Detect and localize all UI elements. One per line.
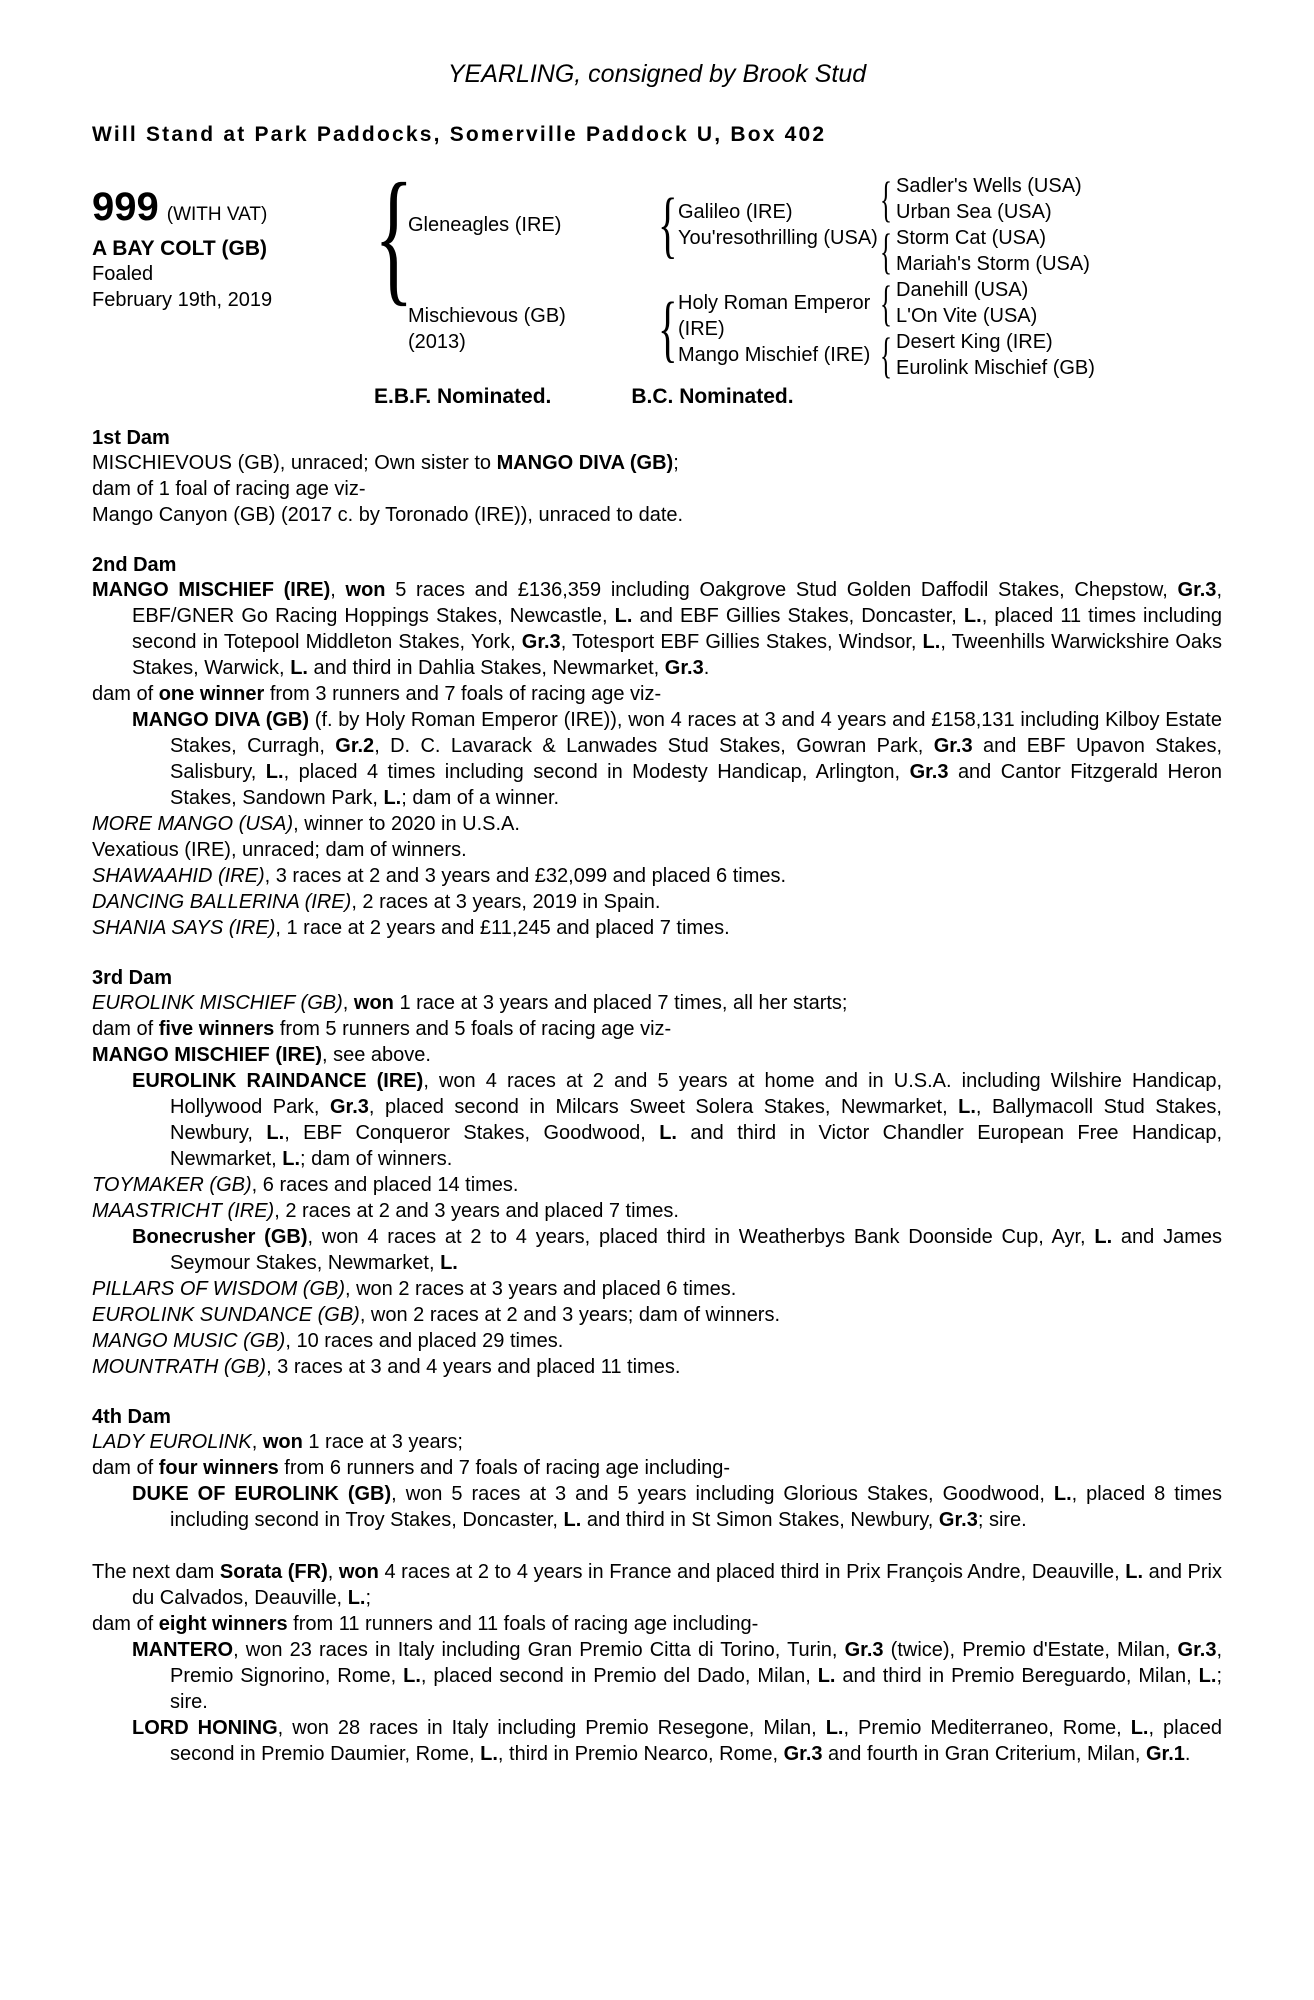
dam-year: (2013) [408, 331, 466, 353]
first-dam-text-c: ; [673, 452, 679, 474]
progeny-maastricht: MAASTRICHT (IRE), 2 races at 2 and 3 years and placed 7 times. [92, 1200, 679, 1222]
progeny-mango-diva: MANGO DIVA (GB) (f. by Holy Roman Emperor (IRE)), won 4 races at 3 and 4 years and £158,131 including Kilboy Estate Stakes, Curragh, Gr.2, D. C. Lavarack & Lanwades Stud Stakes, Gowran Park, Gr.3 and EBF Upavon Stakes, Salisbury, L., placed 4 times including second in Modesty Handicap, Arlington, Gr.3 and Cantor Fitzgerald Heron Stakes, Sandown Park, L.; dam of a winner. [132, 709, 1222, 809]
pedigree-brace-g3-2: { [880, 223, 892, 279]
progeny-toymaker: TOYMAKER (GB), 6 races and placed 14 times. [92, 1174, 519, 1196]
progeny-eurolink-raindance: EUROLINK RAINDANCE (IRE), won 4 races at 2 and 5 years at home and in U.S.A. including Wilshire Handicap, Hollywood Park, Gr.3, placed second in Milcars Sweet Solera Stakes, Newmarket, L., Ballymacoll Stud Stakes, Newbury, L., EBF Conqueror Stakes, Goodwood, L. and third in Victor Chandler European Free Handicap, Newmarket, L.; dam of winners. [132, 1070, 1223, 1170]
progeny-mango-mischief-ref: MANGO MISCHIEF (IRE), see above. [92, 1044, 431, 1066]
first-dam-text-a: MISCHIEVOUS (GB), unraced; Own sister to [92, 452, 497, 474]
next-dam-paragraph: The next dam Sorata (FR), won 4 races at 2 to 4 years in France and placed third in Prix François Andre, Deauville, L. and Prix du Calvados, Deauville, L.; [92, 1561, 1222, 1609]
sire-sire-name: Galileo (IRE) [678, 201, 793, 223]
dam-dam-name: Mango Mischief (IRE) [678, 344, 871, 366]
pedigree-brace-g3-1: { [880, 171, 892, 227]
first-dam-progeny: Mango Canyon (GB) (2017 c. by Toronado (IRE)), unraced to date. [92, 504, 684, 526]
second-dam-heading: 2nd Dam [92, 554, 177, 576]
progeny-pillars-of-wisdom: PILLARS OF WISDOM (GB), won 2 races at 3 years and placed 6 times. [92, 1278, 737, 1300]
g3-name-8: Eurolink Mischief (GB) [896, 357, 1095, 379]
g3-name-7: Desert King (IRE) [896, 331, 1053, 353]
foaled-label: Foaled [92, 263, 154, 285]
g3-name-1: Sadler's Wells (USA) [896, 175, 1082, 197]
second-dam-name: MANGO MISCHIEF (IRE) [92, 579, 331, 601]
pedigree-generation-3 [880, 173, 1180, 381]
first-dam-line-1 [92, 450, 1222, 476]
pedigree-brace-g3-3: { [880, 275, 892, 331]
g3-name-3: Storm Cat (USA) [896, 227, 1047, 249]
pedigree-brace-main: { [374, 153, 414, 319]
progeny-mantero: MANTERO, won 23 races in Italy including Gran Premio Citta di Torino, Turin, Gr.3 (twice), Premio d'Estate, Milan, Gr.3, Premio Signorino, Rome, L., placed second in Premio del Dado, Milan, L. and third in Premio Bereguardo, Milan, L.; sire. [132, 1639, 1223, 1713]
first-dam-line-2: dam of 1 foal of racing age viz- [92, 478, 366, 500]
g3-name-2: Urban Sea (USA) [896, 201, 1052, 223]
g3-name-5: Danehill (USA) [896, 279, 1029, 301]
progeny-eurolink-sundance: EUROLINK SUNDANCE (GB), won 2 races at 2 and 3 years; dam of winners. [92, 1304, 781, 1326]
g3-name-6: L'On Vite (USA) [896, 305, 1038, 327]
lot-number: 999 [92, 185, 159, 229]
pedigree-generation-1 [408, 173, 658, 381]
second-dam-won: won [345, 579, 386, 601]
mango-diva-name: MANGO DIVA (GB) [132, 709, 310, 731]
progeny-lord-honing: LORD HONING, won 28 races in Italy including Premio Resegone, Milan, L., Premio Mediterraneo, Rome, L., placed second in Premio Daumier, Rome, L., third in Premio Nearco, Rome, Gr.3 and fourth in Gran Criterium, Milan, Gr.1. [132, 1717, 1222, 1765]
next-dam-dam-of: dam of eight winners from 11 runners and 11 foals of racing age including- [92, 1613, 759, 1635]
fourth-dam-dam-of: dam of four winners from 6 runners and 7 foals of racing age including- [92, 1457, 731, 1479]
progeny-vexatious: Vexatious (IRE), unraced; dam of winners. [92, 839, 467, 861]
pedigree-chart [92, 153, 1222, 383]
fourth-dam-line: LADY EUROLINK, won 1 race at 3 years; [92, 1431, 463, 1453]
animal-description: A BAY COLT (GB) [92, 237, 268, 260]
sire-dam-name: You'resothrilling (USA) [678, 227, 878, 249]
progeny-more-mango: MORE MANGO (USA), winner to 2020 in U.S.A. [92, 813, 520, 835]
standing-notice: Will Stand at Park Paddocks, Somerville Paddock U, Box 402 [92, 123, 827, 146]
ebf-nomination: E.B.F. Nominated. [374, 385, 552, 408]
sire-name: Gleneagles (IRE) [408, 214, 562, 236]
first-dam-heading: 1st Dam [92, 427, 170, 449]
bc-nomination: B.C. Nominated. [631, 385, 794, 408]
pedigree-brace-g3-4: { [880, 327, 892, 383]
pedigree-brace-dam: { [658, 287, 678, 370]
foaled-date: February 19th, 2019 [92, 289, 273, 312]
second-dam-dam-of: dam of one winner from 3 runners and 7 foals of racing age viz- [92, 683, 662, 705]
g3-name-4: Mariah's Storm (USA) [896, 253, 1090, 275]
fourth-dam-name: LADY EUROLINK [92, 1431, 252, 1453]
third-dam-heading: 3rd Dam [92, 967, 173, 989]
progeny-mango-music: MANGO MUSIC (GB), 10 races and placed 29 times. [92, 1330, 564, 1352]
third-dam-name: EUROLINK MISCHIEF (GB) [92, 992, 343, 1014]
progeny-mountrath: MOUNTRATH (GB), 3 races at 3 and 4 years and placed 11 times. [92, 1356, 681, 1378]
dam-sire-name: Holy Roman Emperor (IRE) [678, 292, 871, 340]
first-dam-sister: MANGO DIVA (GB) [496, 452, 674, 474]
progeny-bonecrusher: Bonecrusher (GB), won 4 races at 2 to 4 years, placed third in Weatherbys Bank Doonside Cup, Ayr, L. and James Seymour Stakes, Newmarket, L. [132, 1226, 1222, 1274]
next-dam-name: Sorata (FR) [219, 1561, 328, 1583]
vat-note: (WITH VAT) [166, 204, 268, 225]
second-dam-paragraph: MANGO MISCHIEF (IRE), won 5 races and £136,359 including Oakgrove Stud Golden Daffodil Stakes, Chepstow, Gr.3, EBF/GNER Go Racing Hoppings Stakes, Newcastle, L. and EBF Gillies Stakes, Doncaster, L., placed 11 times including second in Totepool Middleton Stakes, York, Gr.3, Totesport EBF Gillies Stakes, Windsor, L., Tweenhills Warwickshire Oaks Stakes, Warwick, L. and third in Dahlia Stakes, Newmarket, Gr.3. [92, 579, 1223, 679]
consignor-heading: YEARLING, consigned by Brook Stud [447, 60, 867, 88]
dam-name: Mischievous (GB) [408, 305, 566, 327]
progeny-shania-says: SHANIA SAYS (IRE), 1 race at 2 years and £11,245 and placed 7 times. [92, 917, 730, 939]
pedigree-generation-2 [658, 173, 880, 381]
progeny-duke-of-eurolink: DUKE OF EUROLINK (GB), won 5 races at 3 and 5 years including Glorious Stakes, Goodwood, L., placed 8 times including second in Troy Stakes, Doncaster, L. and third in St Simon Stakes, Newbury, Gr.3; sire. [132, 1483, 1222, 1531]
third-dam-dam-of: dam of five winners from 5 runners and 5 foals of racing age viz- [92, 1018, 672, 1040]
fourth-dam-heading: 4th Dam [92, 1406, 171, 1428]
progeny-shawaahid: SHAWAAHID (IRE), 3 races at 2 and 3 years and £32,099 and placed 6 times. [92, 865, 787, 887]
pedigree-brace-sire: { [658, 183, 678, 266]
third-dam-line: EUROLINK MISCHIEF (GB), won 1 race at 3 years and placed 7 times, all her starts; [92, 992, 848, 1014]
progeny-dancing-ballerina: DANCING BALLERINA (IRE), 2 races at 3 years, 2019 in Spain. [92, 891, 661, 913]
nominations-row [374, 385, 1222, 409]
lot-details [92, 173, 374, 314]
